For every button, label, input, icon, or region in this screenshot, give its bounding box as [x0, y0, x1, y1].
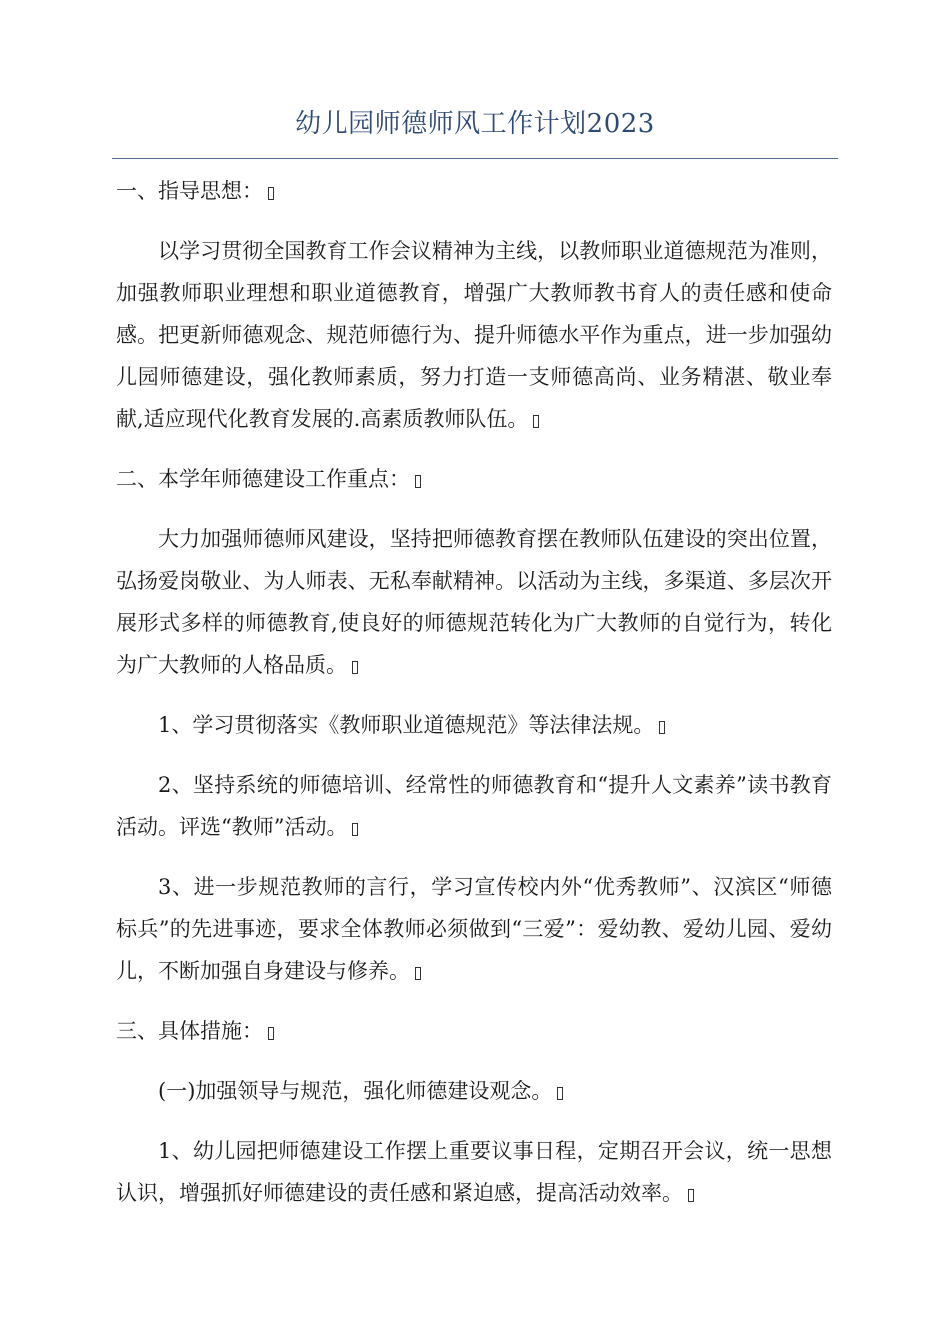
list-item-3: 3、进一步规范教师的言行，学习宣传校内外“优秀教师”、汉滨区“师德标兵”的先进事迹，要求全体教师必须做到“三爱”：爱幼教、爱幼儿园、爱幼儿，不断加强自身建设与修养。 [116, 875, 832, 983]
paragraph-mark-icon [533, 415, 539, 428]
heading-guiding-ideology: 一、指导思想： [116, 170, 832, 212]
paragraph-mark-icon [688, 1189, 694, 1202]
measure-item-1: 1、幼儿园把师德建设工作摆上重要议事日程，定期召开会议，统一思想认识，增强抓好师德建设的责任感和紧迫感，提高活动效率。 [116, 1139, 832, 1205]
paragraph-mark-icon [268, 1027, 274, 1040]
paragraph-mark-icon [415, 475, 421, 488]
title-divider [112, 158, 838, 159]
paragraph-guiding-ideology: 以学习贯彻全国教育工作会议精神为主线，以教师职业道德规范为准则，加强教师职业理想和职业道德教育，增强广大教师教书育人的责任感和使命感。把更新师德观念、规范师德行为、提升师德水平作为重点，进一步加强幼儿园师德建设，强化教师素质，努力打造一支师德高尚、业务精湛、敬业奉献,适应现代化教育发展的.高素质教师队伍。 [116, 239, 832, 431]
paragraph-mark-icon [659, 721, 665, 734]
paragraph-mark-icon [352, 823, 358, 836]
heading-specific-measures: 三、具体措施： [116, 1010, 832, 1052]
paragraph-mark-icon [352, 661, 358, 674]
subheading-leadership: (一)加强领导与规范，强化师德建设观念。 [116, 1070, 832, 1112]
paragraph-mark-icon [415, 967, 421, 980]
list-item-2: 2、坚持系统的师德培训、经常性的师德教育和“提升人文素养”读书教育活动。评选“教师”活动。 [116, 773, 832, 839]
document-title: 幼儿园师德师风工作计划2023 [295, 109, 655, 139]
paragraph-mark-icon [268, 187, 274, 200]
list-item-1: 1、学习贯彻落实《教师职业道德规范》等法律法规。 [116, 704, 832, 746]
paragraph-mark-icon [557, 1087, 563, 1100]
heading-key-points: 二、本学年师德建设工作重点： [116, 458, 832, 500]
document-body [116, 170, 832, 1232]
paragraph-key-points: 大力加强师德师风建设，坚持把师德教育摆在教师队伍建设的突出位置，弘扬爱岗敬业、为人师表、无私奉献精神。以活动为主线，多渠道、多层次开展形式多样的师德教育,使良好的师德规范转化为广大教师的自觉行为，转化为广大教师的人格品质。 [116, 527, 832, 677]
